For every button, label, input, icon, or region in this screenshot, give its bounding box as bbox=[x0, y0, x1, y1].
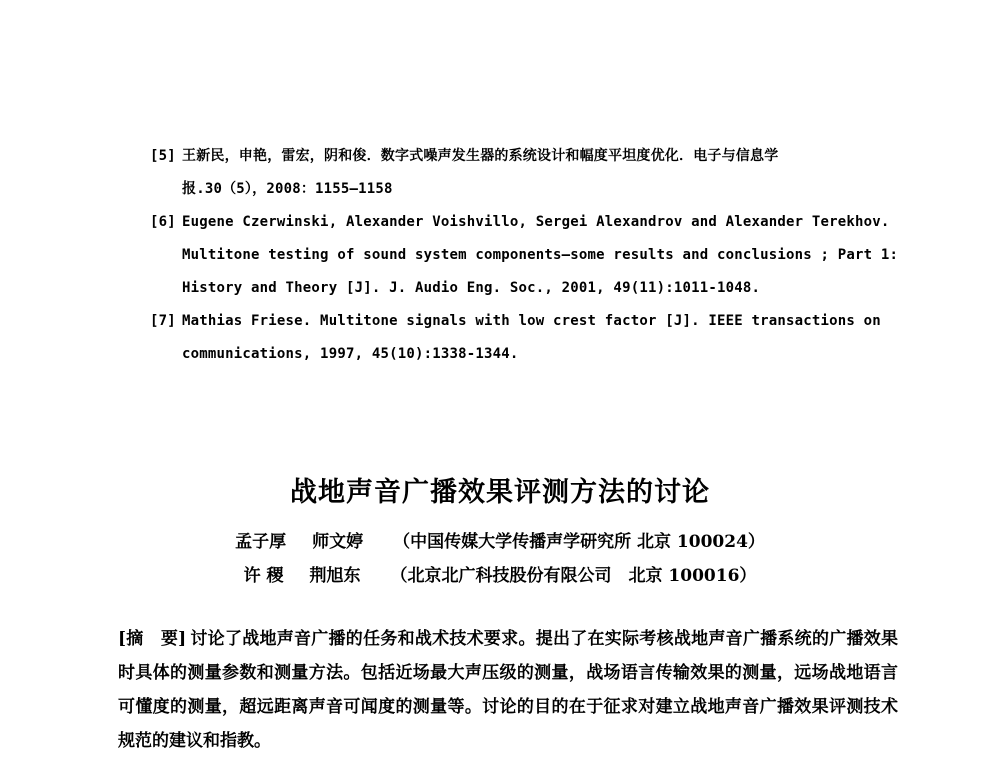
reference-6-number: [6] bbox=[150, 214, 176, 230]
reference-7-number: [7] bbox=[150, 313, 176, 329]
reference-5-line-1 bbox=[150, 140, 895, 173]
reference-6-line-3: History and Theory [J]. J. Audio Eng. Soc., 2001, 49(11):1011-1048. bbox=[182, 280, 761, 296]
reference-5-line-2: 报.30（5），2008：1155—1158 bbox=[182, 181, 393, 197]
author-name: 孟子厚 bbox=[235, 532, 287, 552]
abstract-label: [摘 要] bbox=[118, 629, 187, 649]
author-line-2 bbox=[0, 561, 1000, 586]
author-name: 荆旭东 bbox=[309, 566, 361, 586]
author-name: 许 稷 bbox=[243, 566, 284, 586]
author-name: 师文婷 bbox=[312, 532, 364, 552]
abstract-text: 讨论了战地声音广播的任务和战术技术要求。提出了在实际考核战地声音广播系统的广播效果时具体的测量参数和测量方法。包括近场最大声压级的测量，战场语言传输效果的测量，远场战地语言可懂度的测量，超远距离声音可闻度的测量等。讨论的目的在于征求对建立战地声音广播效果评测技术规范的建议和指教。 bbox=[118, 629, 899, 751]
reference-7-line-1 bbox=[150, 305, 895, 338]
reference-list bbox=[150, 140, 899, 371]
author-affiliation: （北京北广科技股份有限公司 北京 100016） bbox=[390, 566, 757, 586]
reference-5-text-1: 王新民，申艳，雷宏，阴和俊．数字式噪声发生器的系统设计和幅度平坦度优化．电子与信息学 bbox=[182, 148, 779, 164]
reference-6-line-1 bbox=[150, 206, 895, 239]
author-line-1 bbox=[0, 527, 1000, 552]
reference-7-line-2: communications, 1997, 45(10):1338-1344. bbox=[182, 346, 519, 362]
abstract bbox=[118, 622, 898, 758]
author-affiliation: （中国传媒大学传播声学研究所 北京 100024） bbox=[393, 532, 765, 552]
reference-5-number: [5] bbox=[150, 148, 176, 164]
reference-6-text-1: Eugene Czerwinski, Alexander Voishvillo, Sergei Alexandrov and Alexander Terekhov. bbox=[182, 214, 890, 230]
reference-6-line-2: Multitone testing of sound system components—some results and conclusions ; Part 1: bbox=[182, 247, 899, 263]
reference-7-text-1: Mathias Friese. Multitone signals with low crest factor [J]. IEEE transactions on bbox=[182, 313, 881, 329]
paper-title: 战地声音广播效果评测方法的讨论 bbox=[290, 477, 710, 508]
